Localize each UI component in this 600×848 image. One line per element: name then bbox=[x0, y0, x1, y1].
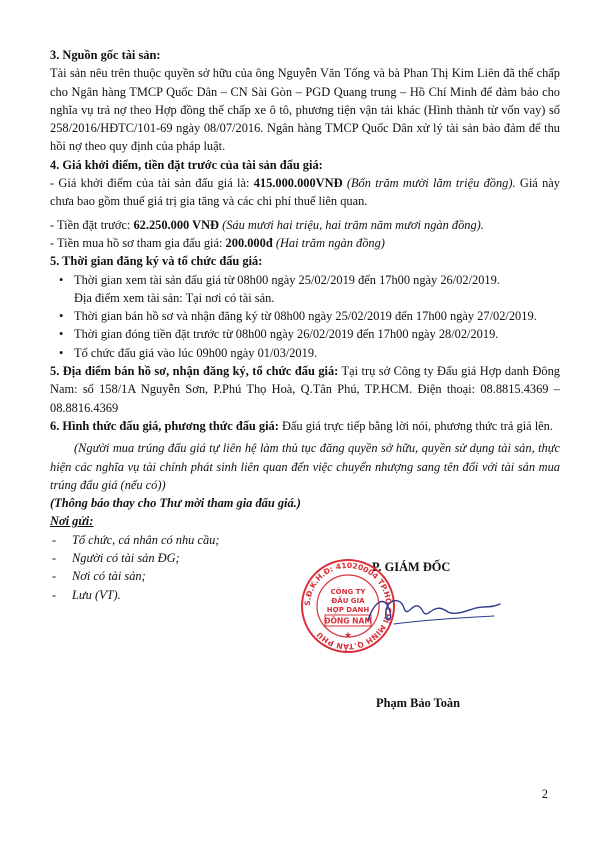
seal-line-3: HỢP DANH bbox=[326, 606, 370, 614]
seal-ring-text: S.Đ.K.H.Đ: 41020004 TP.HỒ CHÍ MINH Q.TÂN PHÚ bbox=[302, 560, 394, 652]
seal-line-4: ĐÔNG NAM bbox=[324, 616, 372, 626]
section-7-body: Đấu giá trực tiếp bằng lời nói, phương thức trả giá lên. bbox=[278, 418, 553, 433]
seal-line-2: ĐẤU GIÁ bbox=[331, 597, 365, 605]
start-price-note: Giá này chưa bao gồm thuế giá trị gia tăng và các chi phí thuế liên quan. bbox=[50, 176, 560, 209]
section-6-paragraph bbox=[50, 362, 560, 417]
signer-title: P. GIÁM ĐỐC bbox=[372, 560, 451, 574]
deposit-words: (Sáu mươi hai triệu, hai trăm năm mươi ngàn đồng). bbox=[218, 217, 484, 232]
section-4-title: 4. Giá khởi điểm, tiền đặt trước của tài sản đấu giá: bbox=[50, 157, 323, 172]
start-price-line bbox=[50, 174, 560, 211]
deposit-value: 62.250.000 VNĐ bbox=[133, 217, 219, 232]
file-fee-line bbox=[50, 234, 560, 252]
schedule-list bbox=[50, 271, 560, 362]
page-number: 2 bbox=[541, 787, 548, 801]
list-item: • Tổ chức đấu giá vào lúc 09h00 ngày 01/03/2019. bbox=[50, 344, 560, 362]
file-fee-label: - Tiền mua hồ sơ tham gia đấu giá: bbox=[50, 235, 226, 250]
list-item: - Lưu (VT). bbox=[50, 586, 350, 604]
viewing-location: Địa điểm xem tài sản: Tại nơi có tài sản. bbox=[74, 290, 275, 305]
section-7-title: 6. Hình thức đấu giá, phương thức đấu giá: bbox=[50, 418, 279, 433]
signer-name: Phạm Bảo Toàn bbox=[376, 696, 461, 710]
start-price-words: (Bốn trăm mười lăm triệu đồng). bbox=[342, 176, 516, 191]
start-price-label: - Giá khởi điểm của tài sản đấu giá là: bbox=[50, 176, 254, 191]
file-fee-words: (Hai trăm ngàn đồng) bbox=[272, 235, 385, 250]
section-6-body: Tại trụ sở Công ty Đấu giá Hợp danh Đông Nam: số 158/1A Nguyễn Sơn, P.Phú Thọ Hoà, Q.Tân Phú, TP.HCM. Điện thoại: 08.8815.4369 – 08.8816.4369 bbox=[50, 364, 560, 415]
list-item: - Tổ chức, cá nhân có nhu cầu; bbox=[50, 531, 350, 549]
file-fee-value: 200.000đ bbox=[225, 235, 273, 250]
recipients-title: Nơi gửi: bbox=[50, 514, 94, 529]
start-price-value: 415.000.000VNĐ bbox=[253, 176, 343, 191]
deposit-label: - Tiền đặt trước: bbox=[50, 217, 134, 232]
deposit-line bbox=[50, 216, 560, 234]
list-item: • Thời gian đóng tiền đặt trước từ 08h00 ngày 26/02/2019 đến 17h00 ngày 28/02/2019. bbox=[50, 325, 560, 343]
section-6-title: 5. Địa điểm bán hồ sơ, nhận đăng ký, tổ chức đấu giá: bbox=[50, 364, 339, 379]
signature-block bbox=[268, 560, 508, 720]
list-item bbox=[50, 271, 560, 308]
list-item: - Người có tài sản ĐG; bbox=[50, 549, 350, 567]
section-3-body: Tài sản nêu trên thuộc quyền sở hữu của ông Nguyễn Văn Tổng và bà Phan Thị Kim Liên đã thế chấp cho Ngân hàng TMCP Quốc Dân – CN Sài Gòn – PGD Quang trung – Hồ Chí Minh để đảm bảo cho nghĩa vụ trả nợ theo Hợp đồng thế chấp xe ô tô, phương tiện vận tải khác (Hình thành từ vốn vay) số 258/2016/HĐTC/101-69 ngày 08/07/2016. Ngân hàng TMCP Quốc Dân xử lý tài sản bảo đảm để thu hồi nợ theo quy định của pháp luật. bbox=[50, 66, 560, 154]
section-3-title: 3. Nguồn gốc tài sản: bbox=[50, 48, 161, 62]
document-body bbox=[50, 46, 560, 604]
seal-line-1: CÔNG TY bbox=[330, 588, 366, 596]
buyer-note: (Người mua trúng đấu giá tự liên hệ làm thủ tục đăng quyền sở hữu, quyền sử dụng tài sản, thực hiện các nghĩa vụ tài chính phát sinh liên quan đến việc chuyển nhượng sang tên đối với tài sản mua trúng đấu giá (nếu có)) bbox=[50, 441, 560, 492]
notice-line: (Thông báo thay cho Thư mời tham gia đấu giá.) bbox=[50, 496, 301, 511]
list-item: - Nơi có tài sản; bbox=[50, 567, 350, 585]
svg-text:★: ★ bbox=[343, 631, 353, 641]
list-item: • Thời gian bán hồ sơ và nhận đăng ký từ 08h00 ngày 25/02/2019 đến 17h00 ngày 27/02/2019. bbox=[50, 307, 560, 325]
section-7-paragraph bbox=[50, 417, 560, 435]
handwritten-signature bbox=[364, 590, 504, 630]
section-5-title: 5. Thời gian đăng ký và tổ chức đấu giá: bbox=[50, 254, 263, 269]
schedule-viewing: Thời gian xem tài sản đấu giá từ 08h00 ngày 25/02/2019 đến 17h00 ngày 26/02/2019. bbox=[74, 272, 500, 287]
